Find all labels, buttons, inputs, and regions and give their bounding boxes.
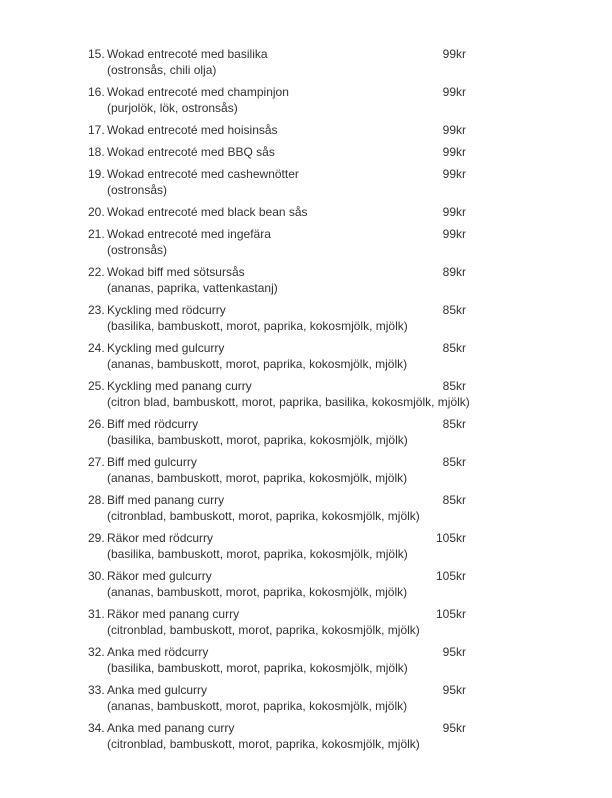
- menu-item-description: (ostronsås): [107, 183, 168, 197]
- menu-item-price: 99kr: [442, 167, 466, 181]
- menu-item: [88, 492, 470, 524]
- menu-item-title: Räkor med panang curry: [107, 607, 240, 621]
- menu-item-price: 89kr: [442, 265, 466, 279]
- menu-item-head: [88, 226, 466, 242]
- menu-item-head: [88, 378, 466, 394]
- menu-item-description: (basilika, bambuskott, morot, paprika, kokosmjölk, mjölk): [107, 319, 408, 333]
- menu-item-description: (citronblad, bambuskott, morot, paprika, kokosmjölk, mjölk): [107, 737, 420, 751]
- menu-item-description: (ananas, bambuskott, morot, paprika, kokosmjölk, mjölk): [107, 357, 408, 371]
- menu-item-number: 31.: [88, 607, 105, 621]
- menu-item-head: [88, 264, 466, 280]
- menu-item-head: [88, 46, 466, 62]
- menu-item-price: 95kr: [442, 683, 466, 697]
- menu-item-price: 99kr: [442, 227, 466, 241]
- menu-item: [88, 568, 470, 600]
- menu-item: [88, 264, 470, 296]
- menu-item-title: Wokad entrecoté med champinjon: [107, 85, 289, 99]
- menu-item-price: 95kr: [442, 721, 466, 735]
- menu-item-price: 99kr: [442, 205, 466, 219]
- menu-item-price: 99kr: [442, 145, 466, 159]
- menu-item-price: 95kr: [442, 645, 466, 659]
- menu-item: [88, 644, 470, 676]
- menu-item-number: 23.: [88, 303, 105, 317]
- menu-item-description: (purjolök, lök, ostronsås): [107, 101, 238, 115]
- menu-item: [88, 122, 470, 138]
- menu-item-number: 22.: [88, 265, 105, 279]
- menu-item-description: (ananas, bambuskott, morot, paprika, kokosmjölk, mjölk): [107, 585, 408, 599]
- menu-item-head: [88, 720, 466, 736]
- menu-item-description: (citronblad, bambuskott, morot, paprika, kokosmjölk, mjölk): [107, 509, 420, 523]
- menu-item-head: [88, 454, 466, 470]
- menu-item: [88, 340, 470, 372]
- menu-item-description: (ananas, paprika, vattenkastanj): [107, 281, 278, 295]
- menu-item: [88, 166, 470, 198]
- menu-item-price: 99kr: [442, 123, 466, 137]
- menu-item-number: 16.: [88, 85, 105, 99]
- menu-item-number: 26.: [88, 417, 105, 431]
- menu-item-head: [88, 302, 466, 318]
- menu-item-number: 32.: [88, 645, 105, 659]
- menu-item-title: Anka med panang curry: [107, 721, 235, 735]
- menu-item-title: Anka med gulcurry: [107, 683, 208, 697]
- menu-item-price: 105kr: [435, 607, 466, 621]
- menu-item-title: Wokad entrecoté med ingefära: [107, 227, 271, 241]
- menu-item-title: Räkor med rödcurry: [107, 531, 214, 545]
- menu-item: [88, 84, 470, 116]
- menu-item-price: 85kr: [442, 455, 466, 469]
- menu-item-title: Biff med gulcurry: [107, 455, 197, 469]
- menu-item-number: 20.: [88, 205, 105, 219]
- menu-item: [88, 720, 470, 752]
- menu-item-number: 15.: [88, 47, 105, 61]
- menu-item-title: Biff med rödcurry: [107, 417, 199, 431]
- menu-item-description: (ostronsås, chili olja): [107, 63, 217, 77]
- menu-item-price: 85kr: [442, 303, 466, 317]
- menu-item-head: [88, 144, 466, 160]
- menu-item-title: Kyckling med gulcurry: [107, 341, 225, 355]
- menu-item-list: [88, 46, 470, 758]
- menu-item-title: Wokad entrecoté med basilika: [107, 47, 268, 61]
- menu-item-number: 17.: [88, 123, 105, 137]
- menu-item-title: Kyckling med rödcurry: [107, 303, 226, 317]
- menu-item-number: 34.: [88, 721, 105, 735]
- menu-item-number: 25.: [88, 379, 105, 393]
- menu-item-number: 18.: [88, 145, 105, 159]
- menu-item-title: Kyckling med panang curry: [107, 379, 252, 393]
- menu-item-head: [88, 644, 466, 660]
- menu-item-title: Anka med rödcurry: [107, 645, 209, 659]
- menu-item: [88, 46, 470, 78]
- menu-item-number: 27.: [88, 455, 105, 469]
- menu-item-head: [88, 340, 466, 356]
- menu-item-description: (ananas, bambuskott, morot, paprika, kokosmjölk, mjölk): [107, 471, 408, 485]
- menu-item-price: 85kr: [442, 341, 466, 355]
- menu-item-title: Wokad biff med sötsursås: [107, 265, 245, 279]
- menu-item-head: [88, 492, 466, 508]
- menu-item-price: 105kr: [435, 531, 466, 545]
- menu-item-head: [88, 416, 466, 432]
- menu-item-number: 19.: [88, 167, 105, 181]
- menu-item: [88, 454, 470, 486]
- menu-item-price: 85kr: [442, 493, 466, 507]
- menu-item-number: 33.: [88, 683, 105, 697]
- menu-item-title: Wokad entrecoté med hoisinsås: [107, 123, 278, 137]
- menu-item: [88, 530, 470, 562]
- menu-item-description: (basilika, bambuskott, morot, paprika, kokosmjölk, mjölk): [107, 433, 408, 447]
- menu-item: [88, 682, 470, 714]
- menu-item-description: (citron blad, bambuskott, morot, paprika, basilika, kokosmjölk, mjölk): [107, 395, 470, 409]
- menu-item-title: Wokad entrecoté med BBQ sås: [107, 145, 275, 159]
- menu-item-price: 99kr: [442, 85, 466, 99]
- menu-item: [88, 204, 470, 220]
- menu-item-description: (ostronsås): [107, 243, 168, 257]
- menu-item-description: (basilika, bambuskott, morot, paprika, kokosmjölk, mjölk): [107, 547, 408, 561]
- menu-item-number: 30.: [88, 569, 105, 583]
- menu-item-description: (basilika, bambuskott, morot, paprika, kokosmjölk, mjölk): [107, 661, 408, 675]
- menu-item-number: 24.: [88, 341, 105, 355]
- menu-item-price: 99kr: [442, 47, 466, 61]
- menu-item-price: 105kr: [435, 569, 466, 583]
- menu-item-head: [88, 122, 466, 138]
- menu-item-head: [88, 606, 466, 622]
- menu-item-number: 21.: [88, 227, 105, 241]
- menu-item-number: 28.: [88, 493, 105, 507]
- menu-item-head: [88, 166, 466, 182]
- menu-item-title: Biff med panang curry: [107, 493, 225, 507]
- menu-item-price: 85kr: [442, 379, 466, 393]
- menu-item-head: [88, 530, 466, 546]
- menu-item-head: [88, 204, 466, 220]
- menu-item-title: Wokad entrecoté med black bean sås: [107, 205, 308, 219]
- menu-item: [88, 606, 470, 638]
- menu-item-description: (ananas, bambuskott, morot, paprika, kokosmjölk, mjölk): [107, 699, 408, 713]
- menu-item-head: [88, 568, 466, 584]
- menu-item-head: [88, 682, 466, 698]
- menu-item: [88, 378, 470, 410]
- menu-item-head: [88, 84, 466, 100]
- menu-item-description: (citronblad, bambuskott, morot, paprika, kokosmjölk, mjölk): [107, 623, 420, 637]
- menu-item: [88, 226, 470, 258]
- menu-item-price: 85kr: [442, 417, 466, 431]
- menu-item-title: Wokad entrecoté med cashewnötter: [107, 167, 299, 181]
- menu-item-title: Räkor med gulcurry: [107, 569, 212, 583]
- menu-item-number: 29.: [88, 531, 105, 545]
- menu-item: [88, 302, 470, 334]
- menu-item: [88, 144, 470, 160]
- menu-item: [88, 416, 470, 448]
